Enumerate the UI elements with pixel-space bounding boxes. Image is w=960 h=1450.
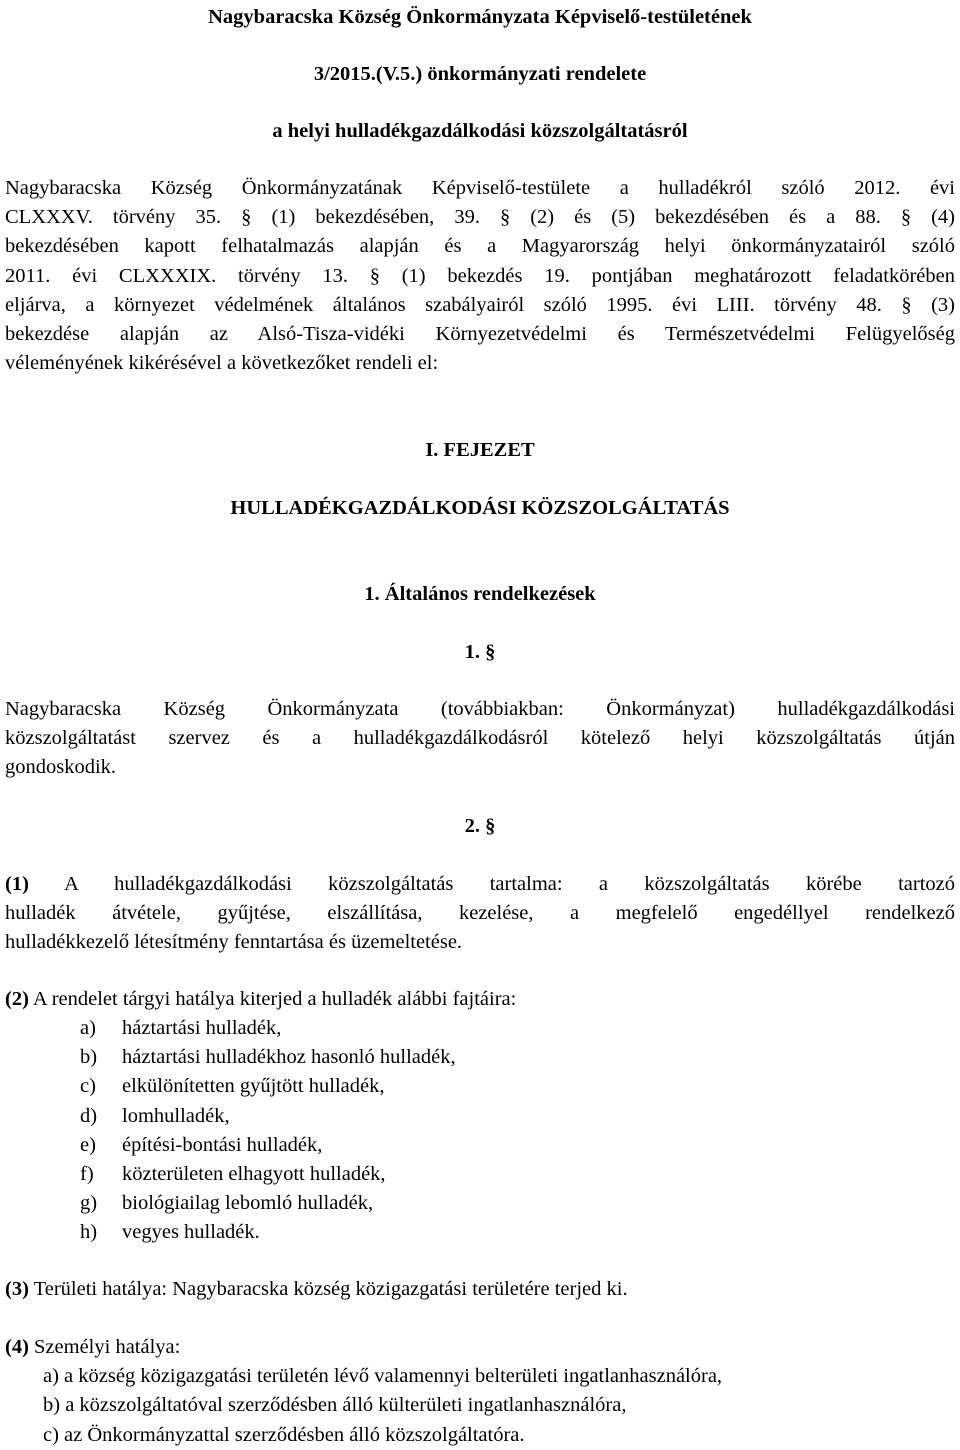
list-text: háztartási hulladékhoz hasonló hulladék, <box>122 1046 456 1069</box>
regulation-subject: a helyi hulladékgazdálkodási közszolgáltatásról <box>272 120 688 142</box>
preamble-line: bekezdésében kapott felhatalmazás alapján és a Magyarország helyi önkormányzatairól szóló <box>5 235 955 258</box>
list-item <box>80 1160 456 1189</box>
list-letter: g) <box>80 1192 98 1215</box>
subsection-text: A rendelet tárgyi hatálya kiterjed a hulladék alábbi fajtáira: <box>28 988 517 1010</box>
chapter-number: I. FEJEZET <box>425 439 535 461</box>
list-item <box>80 1102 456 1131</box>
paragraph-line: A hulladékgazdálkodási közszolgáltatás tartalma: a közszolgáltatás körébe tartozó <box>28 873 955 895</box>
list-item: b) a közszolgáltatóval szerződésben álló külterületi ingatlanhasználóra, <box>43 1394 627 1417</box>
paragraph-2-number: 2. § <box>464 815 496 837</box>
subsection-label: (3) <box>5 1278 29 1300</box>
section-title: 1. Általános rendelkezések <box>364 583 596 605</box>
list-letter: e) <box>80 1133 96 1156</box>
list-item <box>80 1014 456 1043</box>
paragraph-2-subsection-4 <box>5 1333 955 1446</box>
preamble <box>5 174 955 378</box>
list-text: biológiailag lebomló hulladék, <box>122 1192 374 1215</box>
list-item: c) az Önkormányzattal szerződésben álló közszolgáltatóra. <box>43 1423 525 1446</box>
paragraph-2-subsection-1 <box>5 870 955 958</box>
list-item <box>80 1189 456 1218</box>
subsection-text: Területi hatálya: Nagybaracska község közigazgatási területére terjed ki. <box>28 1278 628 1300</box>
paragraph-line: hulladékkezelő létesítmény fenntartása és üzemeltetése. <box>5 931 463 954</box>
list-text: vegyes hulladék. <box>122 1221 260 1244</box>
list-letter: c) <box>80 1075 96 1098</box>
preamble-line: eljárva, a környezet védelmének általános szabályairól szóló 1995. évi LIII. törvény 48. § (3) <box>5 293 955 316</box>
subsection-label: (2) <box>5 988 29 1010</box>
preamble-line: véleményének kikérésével a következőket rendeli el: <box>5 352 439 375</box>
document-title: Nagybaracska Község Önkormányzata Képviselő-testületének <box>208 6 752 28</box>
chapter-title: HULLADÉKGAZDÁLKODÁSI KÖZSZOLGÁLTATÁS <box>230 497 730 519</box>
list-letter: b) <box>80 1046 98 1069</box>
list-text: építési-bontási hulladék, <box>122 1133 323 1156</box>
regulation-number: 3/2015.(V.5.) önkormányzati rendelete <box>313 63 647 85</box>
personal-scope-list <box>43 1362 722 1450</box>
preamble-line: CLXXXV. törvény 35. § (1) bekezdésében, 39. § (2) és (5) bekezdésében és a 88. § (4) <box>5 206 955 229</box>
list-letter: a) <box>80 1017 96 1039</box>
preamble-line: bekezdése alapján az Alsó-Tisza-vidéki Környezetvédelmi és Természetvédelmi Felügyelőség <box>5 323 955 346</box>
list-text: háztartási hulladék, <box>122 1017 282 1039</box>
list-item <box>80 1043 456 1072</box>
paragraph-line: hulladék átvétele, gyűjtése, elszállítása, kezelése, a megfelelő engedéllyel rendelkező <box>5 902 955 925</box>
waste-type-list <box>80 1014 456 1248</box>
list-item: a) a község közigazgatási területén lévő valamennyi belterületi ingatlanhasználóra, <box>43 1365 723 1388</box>
list-letter: h) <box>80 1221 98 1244</box>
subsection-text: Személyi hatálya: <box>28 1336 181 1358</box>
list-item <box>80 1218 456 1247</box>
list-item <box>80 1131 456 1160</box>
paragraph-2-subsection-2 <box>5 985 955 1014</box>
preamble-line: Nagybaracska Község Önkormányzatának Képviselő-testülete a hulladékról szóló 2012. évi <box>5 177 955 199</box>
list-text: közterületen elhagyott hulladék, <box>122 1162 386 1185</box>
list-text: elkülönítetten gyűjtött hulladék, <box>122 1075 385 1098</box>
list-letter: d) <box>80 1104 98 1127</box>
preamble-line: 2011. évi CLXXXIX. törvény 13. § (1) bekezdés 19. pontjában meghatározott feladatkörében <box>5 264 955 287</box>
paragraph-line: gondoskodik. <box>5 756 117 779</box>
subsection-label: (1) <box>5 873 29 895</box>
paragraph-2-subsection-3 <box>5 1275 955 1304</box>
paragraph-1-number: 1. § <box>464 641 496 663</box>
subsection-label: (4) <box>5 1336 29 1358</box>
paragraph-line: Nagybaracska Község Önkormányzata (továbbiakban: Önkormányzat) hulladékgazdálkodási <box>5 698 955 720</box>
list-letter: f) <box>80 1162 94 1185</box>
paragraph-1-text <box>5 695 955 783</box>
list-item <box>80 1072 456 1101</box>
list-text: lomhulladék, <box>122 1104 230 1127</box>
paragraph-line: közszolgáltatást szervez és a hulladékgazdálkodásról kötelező helyi közszolgáltatás útján <box>5 727 955 750</box>
